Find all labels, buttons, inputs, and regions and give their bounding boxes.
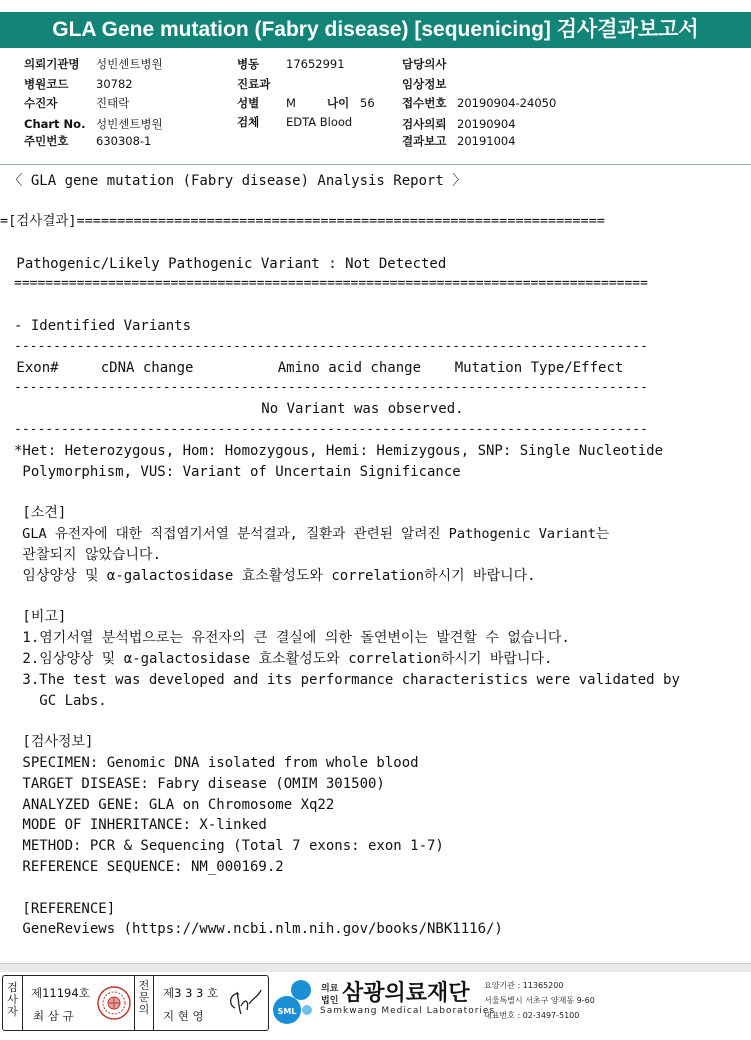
header-value: EDTA Blood bbox=[286, 115, 353, 129]
result-summary: Pathogenic/Likely Pathogenic Variant : Not Detected bbox=[8, 256, 447, 272]
divider-single: --------------------------------------------------------------------------------- bbox=[14, 380, 648, 395]
header-value: 진태락 bbox=[96, 96, 130, 110]
header-value: 성빈센트병원 bbox=[96, 117, 163, 131]
test-info-line: REFERENCE SEQUENCE: NM_000169.2 bbox=[14, 859, 284, 875]
header-value: 20190904 bbox=[457, 117, 516, 131]
test-info-line: SPECIMEN: Genomic DNA isolated from whole blood bbox=[14, 755, 419, 771]
inspector-number: 제11194호 bbox=[31, 986, 90, 1000]
remarks-line: 2.임상양상 및 α-galactosidase 효소활성도와 correlation하시기 바랍니다. bbox=[14, 651, 553, 667]
variant-table-empty: No Variant was observed. bbox=[0, 401, 464, 417]
inspector-name: 최 삼 규 bbox=[33, 1009, 74, 1023]
remarks-line: 3.The test was developed and its performance characteristics were validated by bbox=[14, 672, 680, 688]
result-section-rule: =[검사결과]================================================================= bbox=[0, 213, 605, 229]
divider-single: --------------------------------------------------------------------------------- bbox=[14, 422, 648, 437]
header-field: 성별 bbox=[237, 96, 260, 110]
findings-title: [소견] bbox=[14, 505, 67, 521]
org-prefix-bottom: 법인 bbox=[321, 996, 339, 1006]
header-field: 수진자 bbox=[24, 96, 58, 110]
header-field: 검사의뢰 bbox=[402, 117, 447, 131]
findings-line: 임상양상 및 α-galactosidase 효소활성도와 correlation하시기 바랍니다. bbox=[14, 568, 536, 584]
report-title: GLA Gene mutation (Fabry disease) [sequenicing] 검사결과보고서 bbox=[0, 12, 751, 48]
header-value: 20190904-24050 bbox=[457, 96, 557, 110]
header-value: 17652991 bbox=[286, 57, 345, 71]
header-value: 20191004 bbox=[457, 134, 516, 148]
inspector-label: 검사자 bbox=[3, 976, 23, 1030]
remarks-line: 1.염기서열 분석법으로는 유전자의 큰 결실에 의한 돌연변이는 발견할 수 없습니다. bbox=[14, 630, 570, 646]
seal-icon bbox=[96, 983, 132, 1023]
header-field: 담당의사 bbox=[402, 57, 447, 71]
reference-title: [REFERENCE] bbox=[14, 901, 116, 917]
header-field: Chart No. bbox=[24, 117, 86, 131]
header-divider bbox=[0, 164, 751, 165]
test-info-line: MODE OF INHERITANCE: X-linked bbox=[14, 817, 267, 833]
org-name: 삼광의료재단 bbox=[342, 981, 470, 1006]
report-heading: 〈 GLA gene mutation (Fabry disease) Analysis Report 〉 bbox=[0, 173, 467, 189]
divider-single: --------------------------------------------------------------------------------- bbox=[14, 339, 648, 354]
header-field: 병동 bbox=[237, 57, 260, 71]
header-value: 성빈센트병원 bbox=[96, 57, 163, 71]
header-value: 30782 bbox=[96, 77, 133, 91]
org-code: 요양기관 : 11365200 bbox=[484, 981, 564, 990]
divider-double: ================================================================================= bbox=[14, 276, 648, 291]
footnote-line: Polymorphism, VUS: Variant of Uncertain Significance bbox=[14, 464, 461, 480]
findings-line: 관찰되지 않았습니다. bbox=[14, 547, 162, 563]
sml-logo-text: SML bbox=[277, 1007, 297, 1016]
header-value: M bbox=[286, 96, 296, 110]
footnote-line: *Het: Heterozygous, Hom: Homozygous, Hemi: Hemizygous, SNP: Single Nucleotide bbox=[14, 443, 664, 459]
age-label: 나이 bbox=[327, 96, 350, 110]
header-field: 결과보고 bbox=[402, 134, 447, 148]
footer-divider bbox=[0, 963, 751, 972]
sml-logo-icon bbox=[271, 976, 319, 1026]
reference-link[interactable]: GeneReviews (https://www.ncbi.nlm.nih.gov/books/NBK1116/) bbox=[14, 921, 503, 937]
age-value: 56 bbox=[360, 96, 375, 110]
specialist-label: 전문의 bbox=[134, 976, 154, 1030]
specialist-number: 제3 3 3 호 bbox=[163, 986, 219, 1000]
header-field: 병원코드 bbox=[24, 77, 69, 91]
signature-box bbox=[2, 975, 269, 1031]
remarks-title: [비고] bbox=[14, 609, 67, 625]
test-info-line: ANALYZED GENE: GLA on Chromosome Xq22 bbox=[14, 797, 335, 813]
header-value: 630308-1 bbox=[96, 134, 152, 148]
header-field: 검체 bbox=[237, 115, 260, 129]
org-prefix-top: 의료 bbox=[321, 984, 339, 994]
header-field: 접수번호 bbox=[402, 96, 447, 110]
findings-line: GLA 유전자에 대한 직접염기서열 분석결과, 질환과 관련된 알려진 Pathogenic Variant는 bbox=[14, 526, 610, 542]
variant-table-header: Exon# cDNA change Amino acid change Mutation Type/Effect bbox=[8, 360, 624, 376]
header-field: 진료과 bbox=[237, 77, 271, 91]
org-address: 서울특별시 서초구 양재동 9-60 bbox=[484, 996, 595, 1005]
org-phone: 대표번호 : 02-3497-5100 bbox=[484, 1011, 580, 1020]
test-info-line: TARGET DISEASE: Fabry disease (OMIM 301500) bbox=[14, 776, 385, 792]
identified-variants-label: - Identified Variants bbox=[14, 318, 192, 334]
remarks-line: GC Labs. bbox=[14, 693, 107, 709]
test-info-line: METHOD: PCR & Sequencing (Total 7 exons: exon 1-7) bbox=[14, 838, 444, 854]
header-field: 주민번호 bbox=[24, 134, 69, 148]
test-info-title: [검사정보] bbox=[14, 734, 94, 750]
org-english-name: Samkwang Medical Laboratories bbox=[320, 1006, 496, 1016]
signature-icon bbox=[225, 986, 263, 1020]
specialist-name: 지 현 영 bbox=[163, 1009, 204, 1023]
header-field: 임상정보 bbox=[402, 77, 447, 91]
header-field: 의뢰기관명 bbox=[24, 57, 80, 71]
